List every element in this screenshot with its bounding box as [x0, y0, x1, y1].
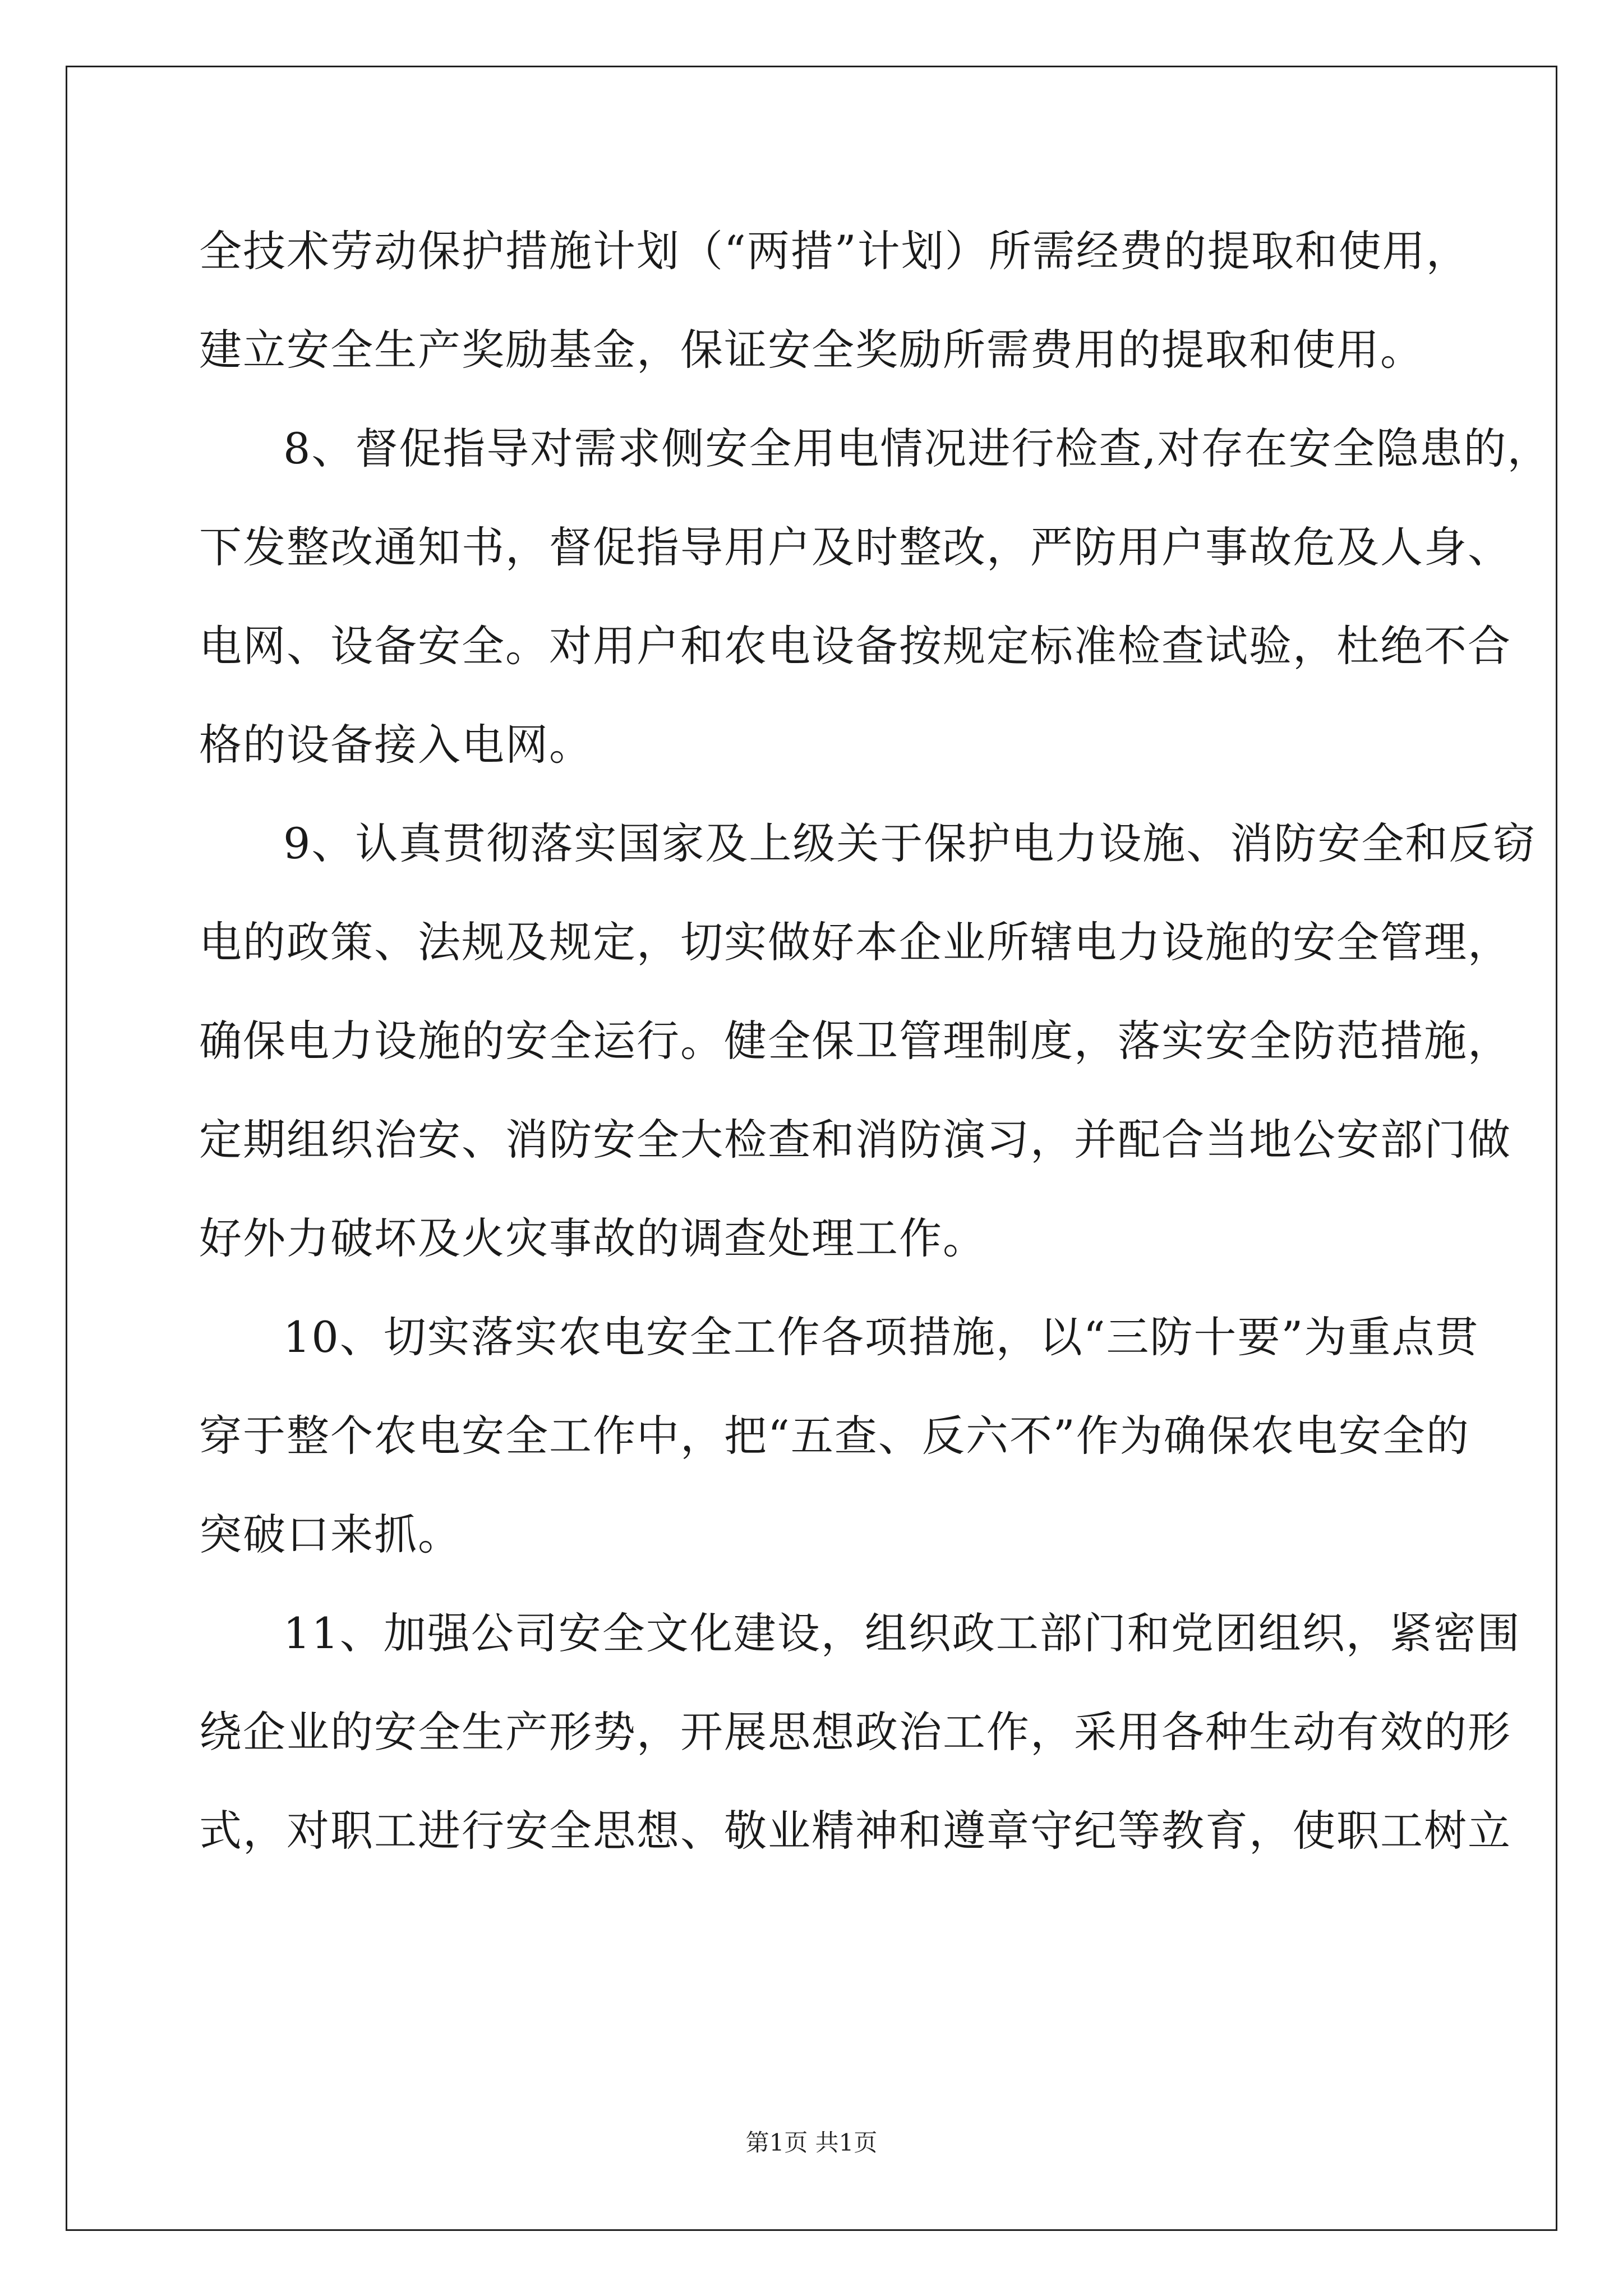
text-line: 式，对职工进行安全思想、敬业精神和遵章守纪等教育，使职工树立 — [199, 1806, 1511, 1856]
text-line: 9、认真贯彻落实国家及上级关于保护电力设施、消防安全和反窃 — [283, 818, 1537, 868]
text-line: 10、切实落实农电安全工作各项措施，以“三防十要”为重点贯 — [283, 1312, 1479, 1362]
text-line: 电的政策、法规及规定，切实做好本企业所辖电力设施的安全管理， — [199, 917, 1511, 967]
text-line: 下发整改通知书，督促指导用户及时整改，严防用户事故危及人身、 — [199, 522, 1511, 572]
text-line: 确保电力设施的安全运行。健全保卫管理制度，落实安全防范措施， — [199, 1016, 1511, 1066]
page-footer: 第1页 共1页 — [745, 2129, 878, 2156]
text-line: 好外力破坏及火灾事故的调查处理工作。 — [199, 1213, 986, 1263]
text-line: 突破口来抓。 — [199, 1510, 462, 1559]
text-line: 绕企业的安全生产形势，开展思想政治工作，采用各种生动有效的形 — [199, 1707, 1511, 1757]
text-line: 11、加强公司安全文化建设，组织政工部门和党团组织，紧密围 — [283, 1608, 1521, 1658]
text-line: 穿于整个农电安全工作中，把“五查、反六不”作为确保农电安全的 — [199, 1411, 1470, 1461]
text-line: 全技术劳动保护措施计划（“两措”计划）所需经费的提取和使用， — [199, 226, 1470, 276]
text-line: 定期组织治安、消防安全大检查和消防演习，并配合当地公安部门做 — [199, 1115, 1511, 1165]
text-line: 格的设备接入电网。 — [199, 720, 593, 770]
text-line: 8、督促指导对需求侧安全用电情况进行检查,对存在安全隐患的， — [283, 424, 1551, 473]
document-body — [199, 202, 1551, 1880]
text-line: 建立安全生产奖励基金，保证安全奖励所需费用的提取和使用。 — [199, 325, 1424, 375]
text-line: 电网、设备安全。对用户和农电设备按规定标准检查试验，杜绝不合 — [199, 621, 1511, 671]
